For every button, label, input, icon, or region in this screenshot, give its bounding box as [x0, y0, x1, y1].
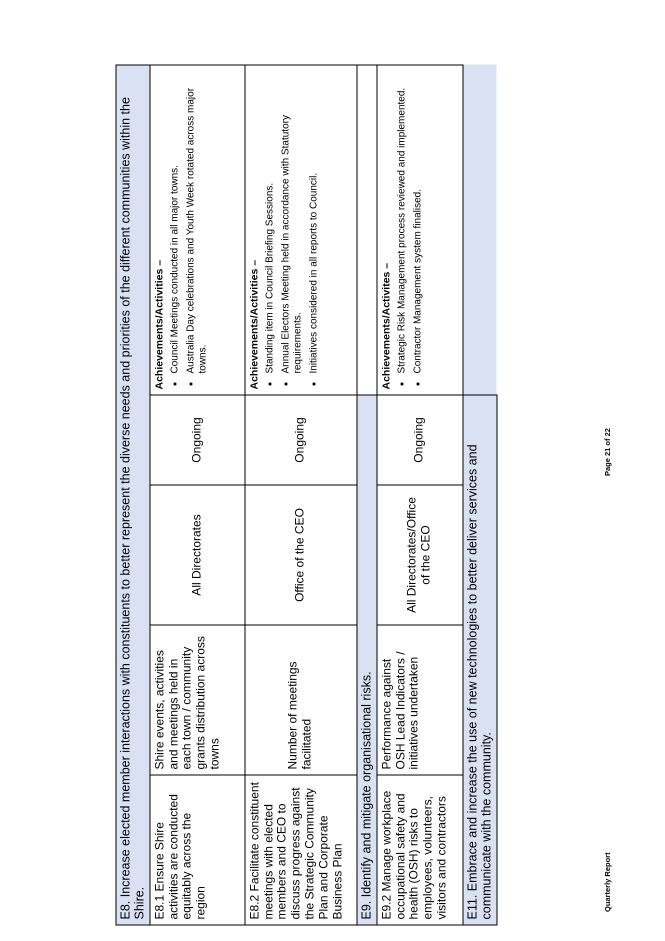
goal-row-e8 [116, 65, 150, 925]
achievements-heading: Achievements/Activities – [248, 259, 261, 390]
list-item: • Initiatives considered in all reports to Council. [309, 70, 321, 373]
measure-cell: Number of meetings facilitated [245, 625, 357, 775]
strategy-cell: E8.2 Facilitate constituent meetings with elected members and CEO to discuss progress against the Strategic Community Plan and Corporate Business Plan [245, 775, 357, 925]
empty-cell [463, 65, 497, 395]
responsible-cell: All Directorates [150, 485, 245, 625]
list-item: • Annual Electors Meeting held in accordance with Statutory requirements. [281, 70, 305, 373]
achievements-heading: Achievements/Activites – [380, 262, 393, 390]
goal-row-e11 [463, 65, 497, 925]
list-item: • Standing item in Council Briefing Sessions. [265, 70, 277, 373]
achievements-cell [377, 65, 463, 395]
table-row [150, 65, 245, 925]
empty-cell [357, 65, 377, 395]
table-row [377, 65, 463, 925]
achievements-list [265, 70, 321, 389]
list-item: • Strategic Risk Management process reviewed and implemented. [397, 70, 409, 373]
progress-table [116, 64, 498, 925]
list-item: • Contractor Management system finalised. [413, 70, 425, 373]
status-cell: Ongoing [377, 395, 463, 485]
achievements-list [397, 70, 425, 389]
strategy-cell: E8.1 Ensure Shire activities are conducted equitably across the region [150, 775, 245, 925]
list-item: • Council Meetings conducted in all major towns. [170, 70, 182, 373]
responsible-cell: All Directorates/Office of the CEO [377, 485, 463, 625]
goal-row-e9 [357, 65, 377, 925]
measure-cell: Shire events, activities and meetings held in each town / community grants distribution across towns [150, 625, 245, 775]
status-cell: Ongoing [150, 395, 245, 485]
footer-report-title: Quarterly Report [603, 852, 612, 912]
goal-e9: E9. Identify and mitigate organisational risks. [357, 395, 377, 925]
page-number: Page 21 of 22 [603, 428, 612, 476]
responsible-cell: Office of the CEO [245, 485, 357, 625]
achievements-heading: Achievements/Activities – [153, 259, 166, 390]
achievements-cell [150, 65, 245, 395]
status-cell: Ongoing [245, 395, 357, 485]
achievements-cell [245, 65, 357, 395]
table-row [245, 65, 357, 925]
goal-e11: E11. Embrace and increase the use of new technologies to better deliver services and communicate with the community. [463, 395, 497, 925]
strategy-cell: E9.2 Manage workplace occupational safety and health (OSH) risks to employees, volunteers, visitors and contractors [377, 775, 463, 925]
achievements-list [170, 70, 210, 389]
list-item: • Australia Day celebrations and Youth Week rotated across major towns. [186, 70, 210, 373]
goal-e8: E8. Increase elected member interactions with constituents to better represent the diverse needs and priorities of the different communities within the Shire. [116, 65, 150, 925]
measure-cell: Performance against OSH Lead Indicators / initiatives undertaken [377, 625, 463, 775]
rotated-report-table [116, 66, 494, 926]
